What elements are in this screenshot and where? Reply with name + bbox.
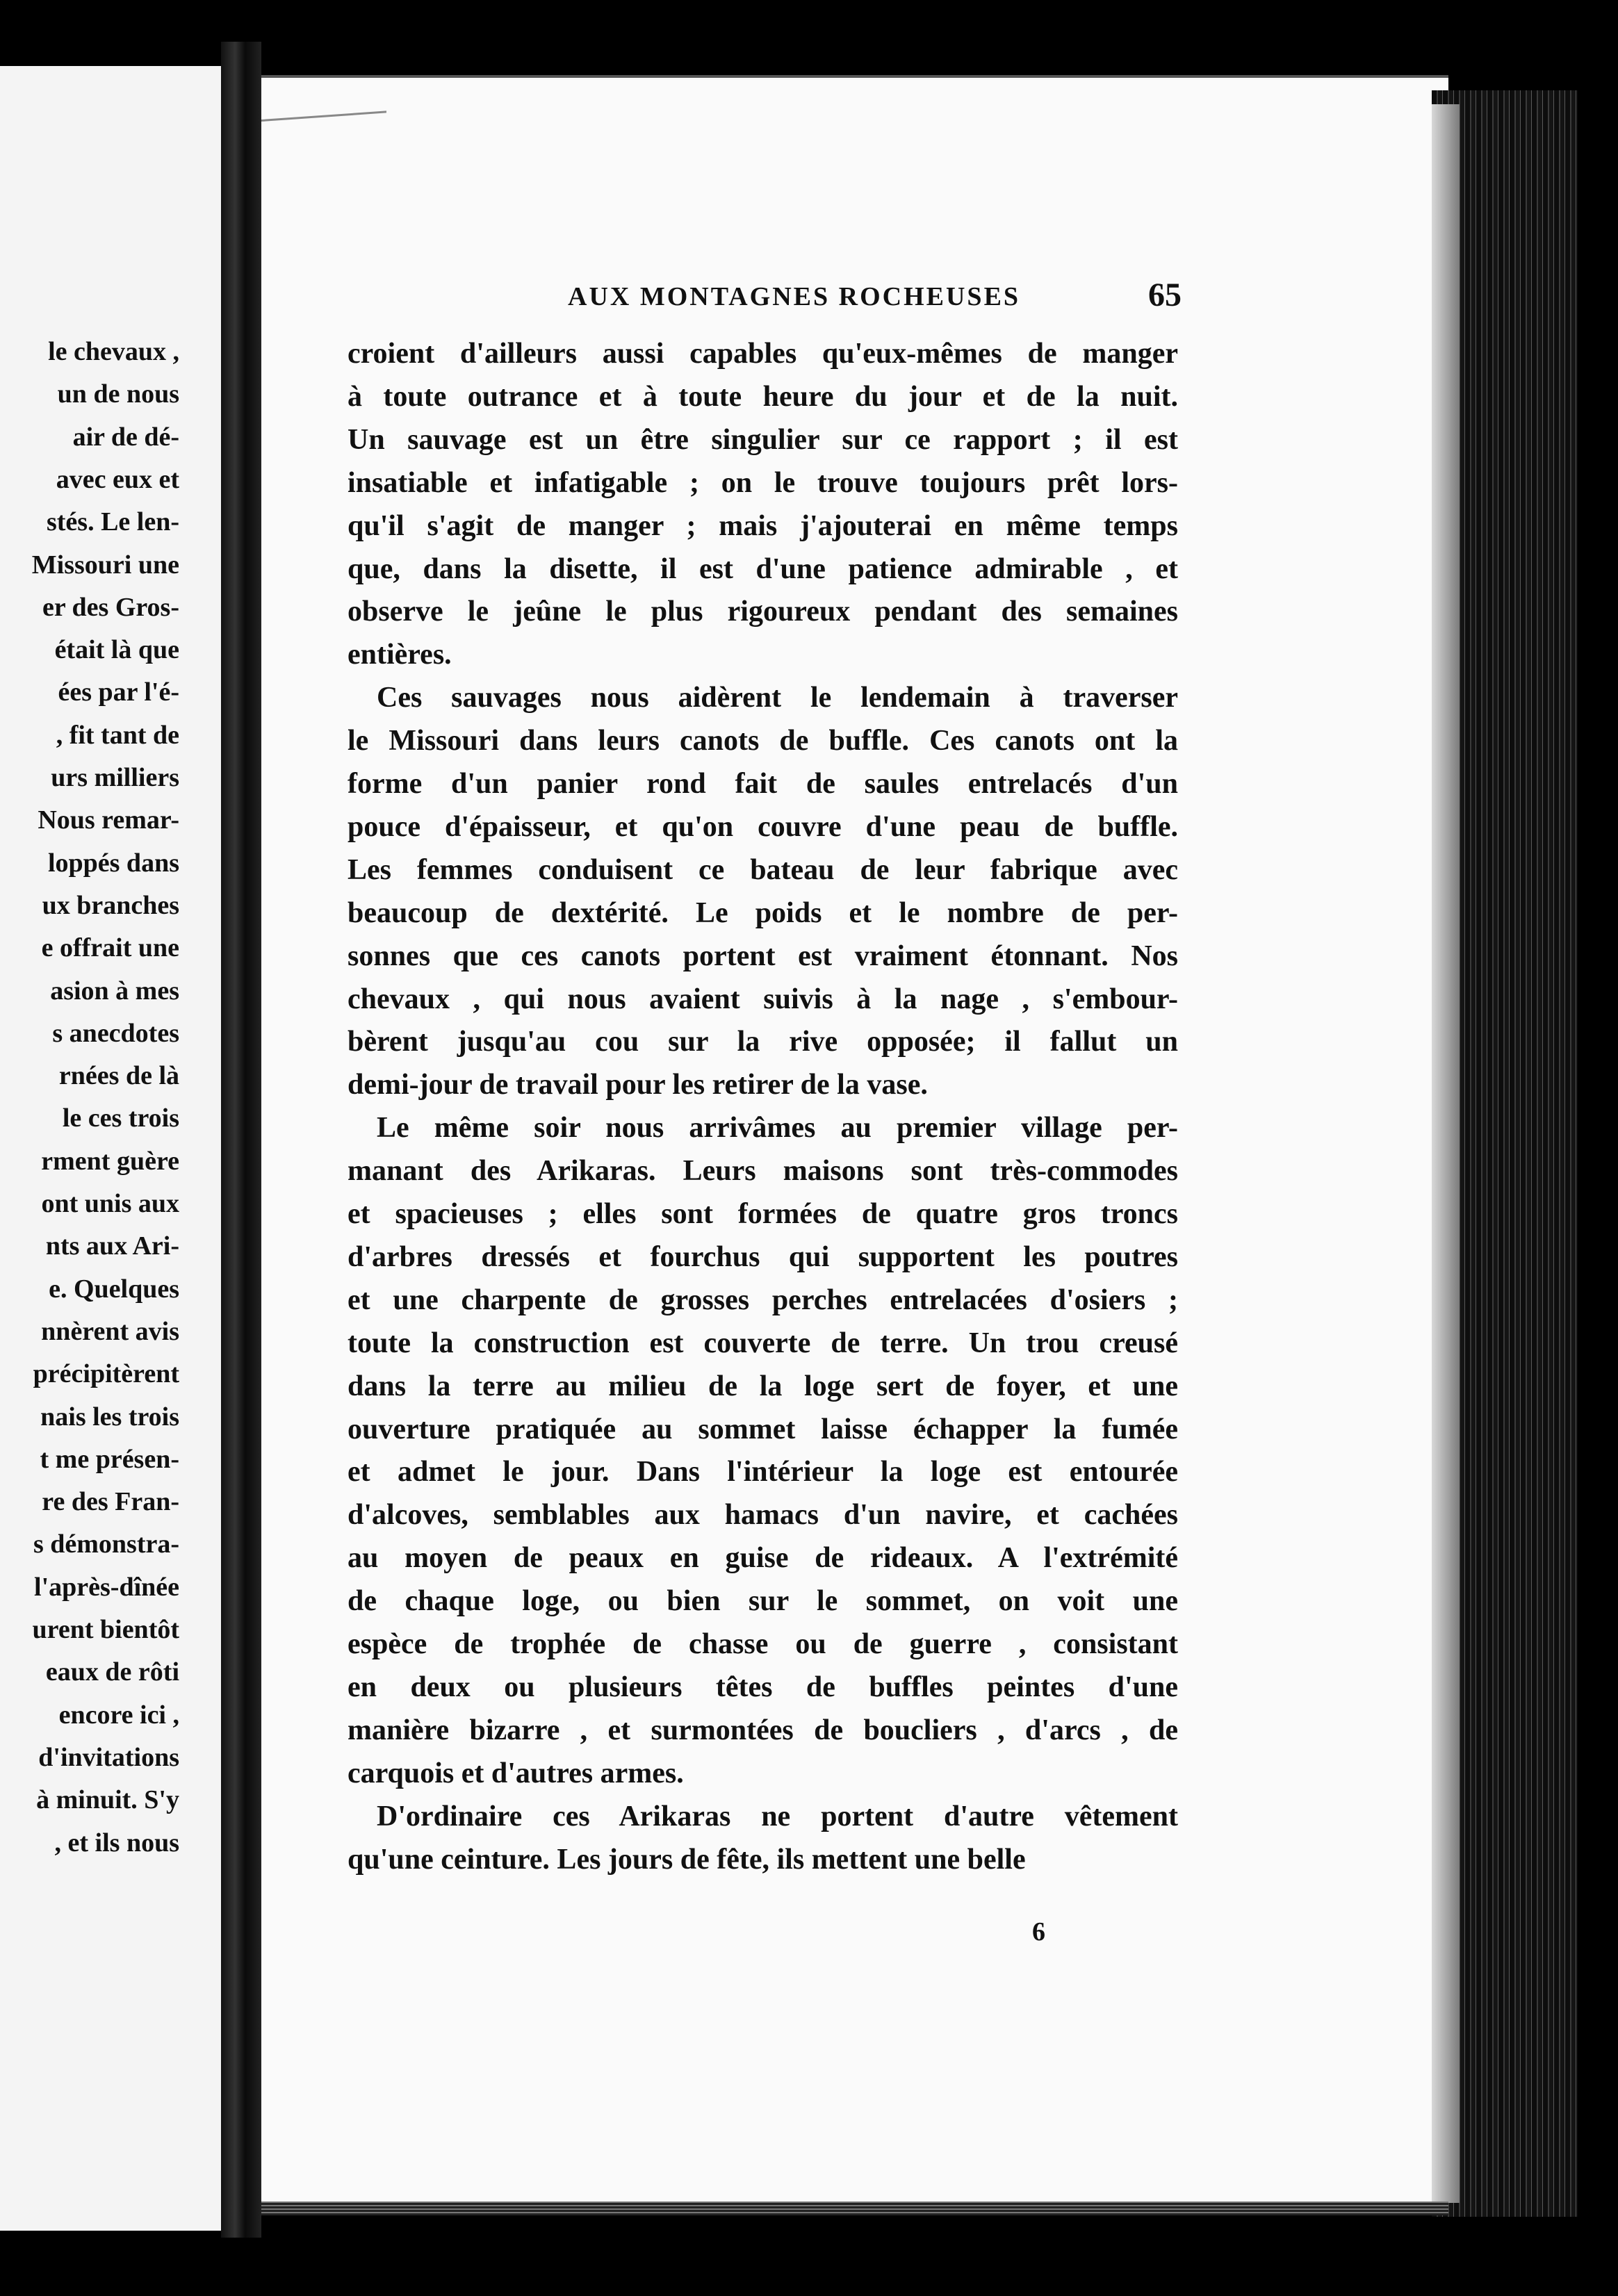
left-page-line: s anecdotes	[52, 1018, 179, 1048]
left-page-line: e offrait une	[41, 933, 179, 963]
body-line: qu'une ceinture. Les jours de fête, ils mettent une belle	[348, 1843, 1026, 1876]
body-line: beaucoup de dextérité. Le poids et le nombre de per-	[348, 896, 1178, 929]
body-line: qu'il s'agit de manger ; mais j'ajouterai en même temps	[348, 509, 1178, 542]
left-page-line: encore ici ,	[58, 1700, 179, 1730]
left-page-line: ux branches	[42, 890, 179, 920]
left-page-line: le chevaux ,	[48, 337, 179, 366]
left-page-line: , et ils nous	[54, 1828, 179, 1858]
left-page-line: à minuit. S'y	[36, 1785, 179, 1815]
body-line: Un sauvage est un être singulier sur ce rapport ; il est	[348, 423, 1178, 456]
left-page-line: asion à mes	[50, 976, 179, 1006]
left-page-line: nais les trois	[40, 1402, 179, 1432]
left-page-line: avec eux et	[56, 464, 179, 494]
body-line: et spacieuses ; elles sont formées de quatre gros troncs	[348, 1198, 1178, 1230]
running-head: AUX MONTAGNES ROCHEUSES	[568, 282, 1021, 311]
left-page-line: Nous remar-	[38, 805, 179, 835]
body-line: chevaux , qui nous avaient suivis à la nage , s'embour-	[348, 983, 1178, 1015]
body-line: de chaque loge, ou bien sur le sommet, on voit une	[348, 1585, 1178, 1618]
body-line: manière bizarre , et surmontées de boucliers , d'arcs , de	[348, 1714, 1178, 1746]
body-line: manant des Arikaras. Leurs maisons sont très-commodes	[348, 1155, 1178, 1188]
bottom-page-edge	[261, 2201, 1448, 2215]
page-edge-shadow	[1432, 104, 1460, 2203]
left-page-line: urs milliers	[51, 763, 179, 792]
body-line: Les femmes conduisent ce bateau de leur fabrique avec	[348, 853, 1178, 886]
left-page-line: ont unis aux	[41, 1189, 179, 1218]
body-line: Ces sauvages nous aidèrent le lendemain à traverser	[377, 682, 1178, 714]
body-line: toute la construction est couverte de terre. Un trou creusé	[348, 1327, 1178, 1359]
body-line: entières.	[348, 639, 452, 671]
left-page-line: nts aux Ari-	[45, 1231, 179, 1261]
body-line: le Missouri dans leurs canots de buffle. Ces canots ont la	[348, 725, 1178, 757]
body-line: espèce de trophée de chasse ou de guerre , consistant	[348, 1628, 1178, 1660]
body-line: et une charpente de grosses perches entrelacées d'osiers ;	[348, 1284, 1178, 1316]
body-line: à toute outrance et à toute heure du jour et de la nuit.	[348, 380, 1178, 413]
left-page-line: nnèrent avis	[41, 1316, 179, 1346]
signature-mark: 6	[1032, 1917, 1045, 1946]
body-line: Le même soir nous arrivâmes au premier village per-	[377, 1112, 1178, 1145]
left-page-line: rment guère	[41, 1146, 179, 1176]
body-line: carquois et d'autres armes.	[348, 1757, 684, 1789]
body-line: pouce d'épaisseur, et qu'on couvre d'une peau de buffle.	[348, 810, 1178, 843]
left-page-line: rnées de là	[58, 1061, 179, 1091]
left-page-line: eaux de rôti	[45, 1657, 179, 1687]
left-page-line: le ces trois	[62, 1104, 179, 1133]
body-line: en deux ou plusieurs têtes de buffles peintes d'une	[348, 1671, 1178, 1703]
body-line: au moyen de peaux en guise de rideaux. A l'extrémité	[348, 1542, 1178, 1575]
left-page-line: er des Gros-	[42, 592, 179, 622]
body-line: ouverture pratiquée au sommet laisse échapper la fumée	[348, 1413, 1178, 1445]
left-page-line: s démonstra-	[33, 1530, 179, 1559]
body-line: sonnes que ces canots portent est vraiment étonnant. Nos	[348, 940, 1178, 972]
body-line: demi-jour de travail pour les retirer de la vase.	[348, 1069, 928, 1101]
body-line: forme d'un panier rond fait de saules entrelacés d'un	[348, 768, 1178, 800]
binding-gutter	[221, 42, 261, 2238]
left-page-line: air de dé-	[72, 422, 179, 452]
body-line: D'ordinaire ces Arikaras ne portent d'autre vêtement	[377, 1800, 1178, 1832]
body-line: croient d'ailleurs aussi capables qu'eux-mêmes de manger	[348, 338, 1178, 370]
left-page-line: ées par l'é-	[58, 678, 179, 707]
page-number: 65	[1148, 277, 1182, 313]
body-line: insatiable et infatigable ; on le trouve toujours prêt lors-	[348, 466, 1178, 499]
left-page-line: , fit tant de	[56, 720, 179, 750]
left-page-line: t me présen-	[40, 1444, 179, 1474]
left-page-line: re des Fran-	[42, 1487, 179, 1517]
left-page-line: Missouri une	[31, 550, 179, 580]
body-line: bèrent jusqu'au cou sur la rive opposée; il fallut un	[348, 1026, 1178, 1058]
body-line: dans la terre au milieu de la loge sert de foyer, et une	[348, 1370, 1178, 1402]
body-line: et admet le jour. Dans l'intérieur la loge est entourée	[348, 1456, 1178, 1489]
body-line: observe le jeûne le plus rigoureux pendant des semaines	[348, 596, 1178, 628]
left-page-line: urent bientôt	[32, 1615, 179, 1644]
page-corner-fold	[261, 69, 386, 122]
left-page-line: loppés dans	[47, 848, 179, 878]
left-page-line: était là que	[54, 635, 179, 665]
previous-page-fragment	[0, 66, 221, 2231]
left-page-line: stés. Le len-	[46, 507, 179, 537]
body-line: que, dans la disette, il est d'une patience admirable , et	[348, 552, 1178, 585]
left-page-line: d'invitations	[38, 1742, 179, 1772]
left-page-line: précipitèrent	[33, 1359, 179, 1389]
body-line: d'alcoves, semblables aux hamacs d'un navire, et cachées	[348, 1499, 1178, 1532]
left-page-line: un de nous	[57, 379, 179, 409]
left-page-line: e. Quelques	[49, 1274, 179, 1304]
left-page-line: l'après-dînée	[34, 1572, 179, 1602]
body-line: d'arbres dressés et fourchus qui supportent les poutres	[348, 1240, 1178, 1273]
